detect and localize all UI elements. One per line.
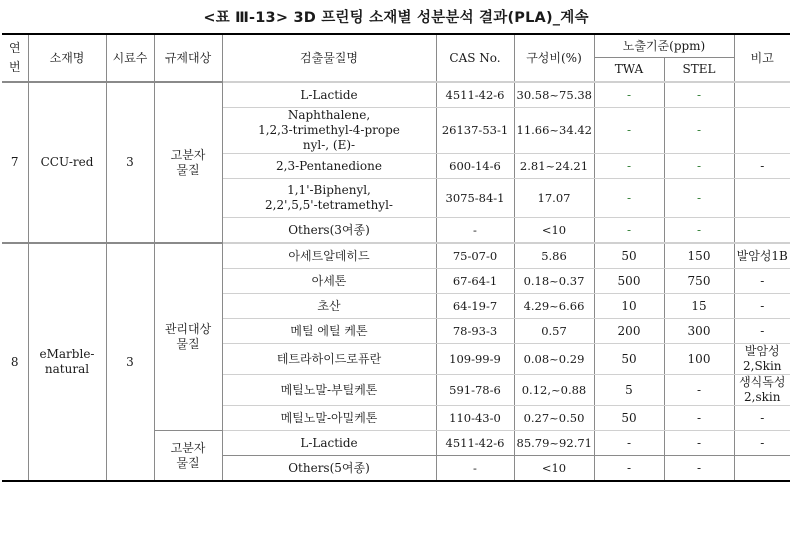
note-value — [734, 82, 790, 108]
stel-value: 150 — [664, 243, 734, 269]
stel-value: - — [664, 431, 734, 456]
substance-name: 메틸노말-부틸케톤 — [222, 375, 436, 406]
substance-name: 2,3-Pentanedione — [222, 154, 436, 179]
table-row — [2, 243, 790, 269]
note-value — [734, 108, 790, 154]
note-value: - — [734, 431, 790, 456]
header-twa: TWA — [594, 58, 664, 83]
cas-number: 4511-42-6 — [436, 82, 514, 108]
composition-ratio: <10 — [514, 218, 594, 244]
substance-name: 아세트알데히드 — [222, 243, 436, 269]
stel-value: - — [664, 108, 734, 154]
sample-count: 3 — [106, 82, 154, 243]
twa-value: - — [594, 108, 664, 154]
cas-number: 64-19-7 — [436, 294, 514, 319]
header-substance: 검출물질명 — [222, 34, 436, 82]
composition-ratio: 30.58~75.38 — [514, 82, 594, 108]
note-value: 발암성2,Skin — [734, 344, 790, 375]
header-material: 소재명 — [28, 34, 106, 82]
stel-value: - — [664, 82, 734, 108]
substance-name: Naphthalene, 1,2,3-trimethyl-4-prope nyl-, (E)- — [222, 108, 436, 154]
composition-ratio: 11.66~34.42 — [514, 108, 594, 154]
substance-name: 1,1'-Biphenyl, 2,2',5,5'-tetramethyl- — [222, 179, 436, 218]
composition-ratio: 4.29~6.66 — [514, 294, 594, 319]
composition-ratio: 0.08~0.29 — [514, 344, 594, 375]
composition-table — [2, 33, 790, 482]
note-value: - — [734, 406, 790, 431]
twa-value: - — [594, 456, 664, 482]
note-value: 발암성1B — [734, 243, 790, 269]
composition-ratio: 5.86 — [514, 243, 594, 269]
stel-value: 300 — [664, 319, 734, 344]
note-value: - — [734, 319, 790, 344]
twa-value: - — [594, 82, 664, 108]
substance-name: 메틸 에틸 케톤 — [222, 319, 436, 344]
note-value — [734, 218, 790, 244]
twa-value: 5 — [594, 375, 664, 406]
row-no: 8 — [2, 243, 28, 481]
stel-value: - — [664, 218, 734, 244]
twa-value: 500 — [594, 269, 664, 294]
twa-value: 50 — [594, 344, 664, 375]
twa-value: 200 — [594, 319, 664, 344]
stel-value: 750 — [664, 269, 734, 294]
material-name: eMarble- natural — [28, 243, 106, 481]
cas-number: 67-64-1 — [436, 269, 514, 294]
note-value: - — [734, 294, 790, 319]
twa-value: 50 — [594, 406, 664, 431]
sample-count: 3 — [106, 243, 154, 481]
substance-name: 테트라하이드로퓨란 — [222, 344, 436, 375]
stel-value: - — [664, 406, 734, 431]
header-regulation: 규제대상 — [154, 34, 222, 82]
material-name: CCU-red — [28, 82, 106, 243]
stel-value: - — [664, 154, 734, 179]
cas-number: 110-43-0 — [436, 406, 514, 431]
regulation-type: 고분자 물질 — [154, 431, 222, 482]
twa-value: - — [594, 218, 664, 244]
table-title: <표 Ⅲ-13> 3D 프린팅 소재별 성분분석 결과(PLA)_계속 — [203, 10, 589, 26]
cas-number: 4511-42-6 — [436, 431, 514, 456]
composition-ratio: 85.79~92.71 — [514, 431, 594, 456]
composition-ratio: 17.07 — [514, 179, 594, 218]
substance-name: L-Lactide — [222, 82, 436, 108]
regulation-type: 고분자 물질 — [154, 82, 222, 243]
composition-ratio: 0.27~0.50 — [514, 406, 594, 431]
substance-name: Others(3여종) — [222, 218, 436, 244]
twa-value: - — [594, 154, 664, 179]
stel-value: - — [664, 375, 734, 406]
header-no — [2, 34, 28, 82]
header-samples: 시료수 — [106, 34, 154, 82]
substance-name: Others(5여종) — [222, 456, 436, 482]
note-value — [734, 456, 790, 482]
twa-value: - — [594, 431, 664, 456]
cas-number: 3075-84-1 — [436, 179, 514, 218]
cas-number: - — [436, 218, 514, 244]
composition-ratio: 0.57 — [514, 319, 594, 344]
header-ratio: 구성비(%) — [514, 34, 594, 82]
composition-ratio: 0.18~0.37 — [514, 269, 594, 294]
cas-number: - — [436, 456, 514, 482]
header-exposure: 노출기준(ppm) — [594, 34, 734, 58]
table-row — [2, 82, 790, 108]
stel-value: 15 — [664, 294, 734, 319]
stel-value: - — [664, 456, 734, 482]
cas-number: 109-99-9 — [436, 344, 514, 375]
stel-value: - — [664, 179, 734, 218]
cas-number: 591-78-6 — [436, 375, 514, 406]
cas-number: 78-93-3 — [436, 319, 514, 344]
header-note: 비고 — [734, 34, 790, 82]
substance-name: 아세톤 — [222, 269, 436, 294]
twa-value: 10 — [594, 294, 664, 319]
note-value: 생식독성2,skin — [734, 375, 790, 406]
composition-ratio: <10 — [514, 456, 594, 482]
stel-value: 100 — [664, 344, 734, 375]
cas-number: 75-07-0 — [436, 243, 514, 269]
note-value: - — [734, 154, 790, 179]
composition-ratio: 0.12,~0.88 — [514, 375, 594, 406]
composition-ratio: 2.81~24.21 — [514, 154, 594, 179]
substance-name: 메틸노말-아밀케톤 — [222, 406, 436, 431]
header-stel: STEL — [664, 58, 734, 83]
row-no: 7 — [2, 82, 28, 243]
note-value — [734, 179, 790, 218]
regulation-type: 관리대상 물질 — [154, 243, 222, 431]
cas-number: 26137-53-1 — [436, 108, 514, 154]
cas-number: 600-14-6 — [436, 154, 514, 179]
header-cas: CAS No. — [436, 34, 514, 82]
substance-name: 초산 — [222, 294, 436, 319]
substance-name: L-Lactide — [222, 431, 436, 456]
twa-value: 50 — [594, 243, 664, 269]
note-value: - — [734, 269, 790, 294]
twa-value: - — [594, 179, 664, 218]
header-no-text: 연번 — [8, 41, 21, 74]
